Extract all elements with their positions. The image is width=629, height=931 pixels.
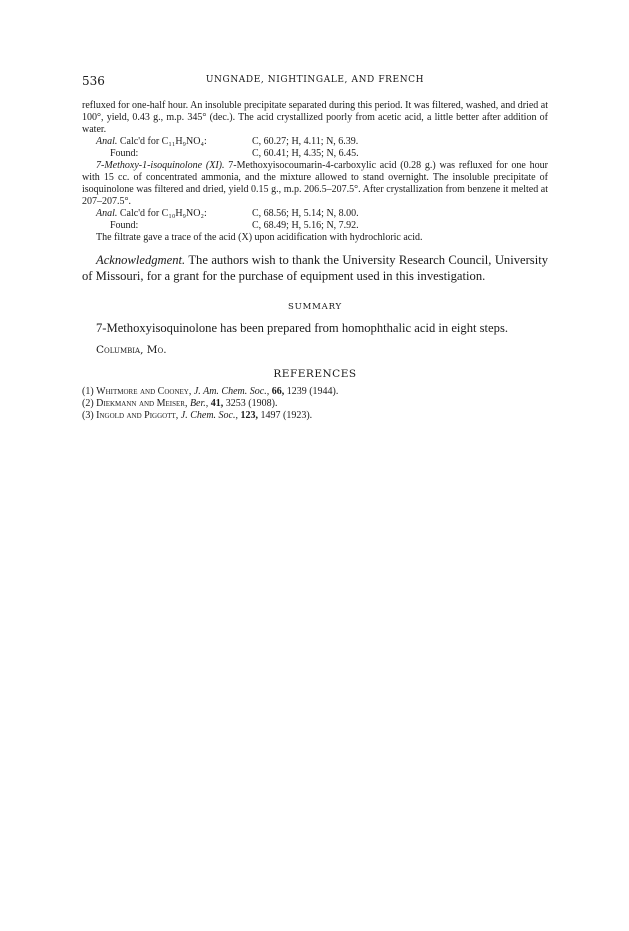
location: Columbia, Mo. (96, 344, 167, 356)
experimental-paragraph-3: The filtrate gave a trace of the acid (X) upon acidification with hydrochloric acid. (96, 232, 423, 243)
reference-item: (1) Whitmore and Cooney, J. Am. Chem. Soc., 66, 1239 (1944). (82, 386, 339, 397)
reference-item: (2) Diekmann and Meiser, Ber., 41, 3253 (1908). (82, 398, 278, 409)
running-head: UNGNADE, NIGHTINGALE, AND FRENCH (205, 75, 425, 85)
calcd-values: C, 60.27; H, 4.11; N, 6.39. (252, 136, 359, 147)
experimental-section (82, 100, 548, 244)
anal-label: Anal. (96, 136, 118, 147)
acknowledgment-label: Acknowledgment. (96, 253, 186, 267)
page-header (82, 74, 548, 88)
found-values: C, 68.49; H, 5.16; N, 7.92. (252, 220, 359, 231)
experimental-paragraph-2 (82, 160, 548, 208)
paragraph-2-text: 7-Methoxyisocoumarin-4-carboxylic acid (0.28 g.) was refluxed for one hour with 15 cc. of concentrated ammonia, and the mixture allowed to stand overnight. The insoluble precipitate of isoquinolone was filtered and dried, yield 0.15 g., m.p. 206.5–207.5°. After crystallization from benzene it melted at 207–207.5°. (82, 160, 548, 207)
analysis-found-2 (82, 220, 548, 232)
page-number: 536 (82, 74, 105, 88)
found-label: Found: (110, 148, 139, 159)
calcd-values: C, 68.56; H, 5.14; N, 8.00. (252, 208, 359, 219)
analysis-found-1 (82, 148, 548, 160)
calcd-formula: Calc'd for C₁₁H₉NO₄: (119, 136, 207, 147)
summary-text: 7-Methoxyisoquinolone has been prepared from homophthalic acid in eight steps. (96, 321, 508, 335)
analysis-calcd-2 (82, 208, 548, 220)
acknowledgment-text: The authors wish to thank the University Research Council, University of Missouri, for a grant for the purchase of equipment used in this investigation. (82, 253, 549, 283)
found-values: C, 60.41; H, 4.35; N, 6.45. (252, 148, 359, 159)
references-list (82, 386, 548, 422)
references-title: REFERENCES (273, 368, 357, 380)
anal-label: Anal. (96, 208, 118, 219)
experimental-paragraph-1: refluxed for one-half hour. An insoluble precipitate separated during this period. It was filtered, washed, and dried at 100°, yield, 0.43 g., m.p. 345° (dec.). The acid crystallized poorly from acetic acid, a little better after addition of water. (82, 100, 548, 135)
compound-title: 7-Methoxy-1-isoquinolone (XI). (96, 160, 225, 171)
summary-title: SUMMARY (288, 302, 342, 312)
found-label: Found: (110, 220, 139, 231)
calcd-formula: Calc'd for C₁₀H₉NO₂: (119, 208, 207, 219)
reference-item: (3) Ingold and Piggott, J. Chem. Soc., 123, 1497 (1923). (82, 410, 313, 421)
analysis-calcd-1 (82, 136, 548, 148)
acknowledgment-paragraph (82, 252, 548, 284)
page-body (82, 100, 548, 422)
